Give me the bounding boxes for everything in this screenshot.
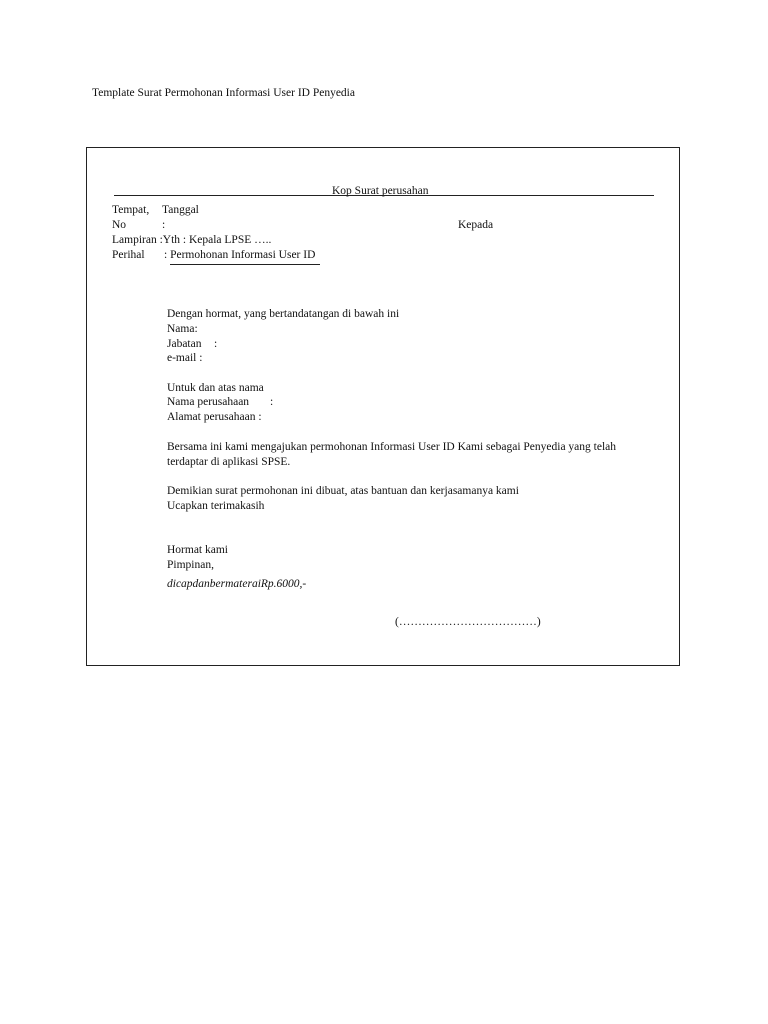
nama-perusahaan-colon: :	[270, 396, 274, 408]
no-label: No	[112, 219, 127, 231]
jabatan-colon: :	[214, 338, 218, 350]
tanggal-label: Tanggal	[162, 204, 199, 216]
untuk-line: Untuk dan atas nama	[167, 382, 264, 394]
bersama-line-2: terdaptar di aplikasi SPSE.	[167, 456, 291, 468]
signature-placeholder: (………………………………)	[395, 616, 541, 628]
jabatan-label: Jabatan	[167, 338, 202, 350]
perihal-label: Perihal	[112, 249, 145, 261]
opening-line: Dengan hormat, yang bertandatangan di bawah ini	[167, 308, 400, 320]
perihal-underline	[170, 264, 320, 265]
nama-perusahaan-label: Nama perusahaan	[167, 396, 250, 408]
bersama-line-1: Bersama ini kami mengajukan permohonan Informasi User ID Kami sebagai Penyedia yang telah	[167, 441, 616, 453]
no-colon: :	[162, 219, 166, 231]
kop-underline	[114, 195, 654, 196]
alamat-perusahaan-label: Alamat perusahaan :	[167, 411, 262, 423]
nama-label: Nama:	[167, 323, 198, 335]
document-title: Template Surat Permohonan Informasi User ID Penyedia	[92, 87, 355, 99]
ucapkan-line: Ucapkan terimakasih	[167, 500, 265, 512]
tempat-label: Tempat,	[112, 204, 150, 216]
materai-note: dicapdanbermateraiRp.6000,-	[167, 578, 307, 590]
demikian-line: Demikian surat permohonan ini dibuat, atas bantuan dan kerjasamanya kami	[167, 485, 519, 497]
perihal-value: : Permohonan Informasi User ID	[164, 249, 316, 261]
hormat-kami: Hormat kami	[167, 544, 228, 556]
kop-surat-label: Kop Surat perusahan	[332, 185, 429, 197]
kepada-label: Kepada	[458, 219, 494, 231]
email-label: e-mail :	[167, 352, 203, 364]
pimpinan-label: Pimpinan,	[167, 559, 214, 571]
lampiran-line: Lampiran :Yth : Kepala LPSE …..	[112, 234, 272, 246]
